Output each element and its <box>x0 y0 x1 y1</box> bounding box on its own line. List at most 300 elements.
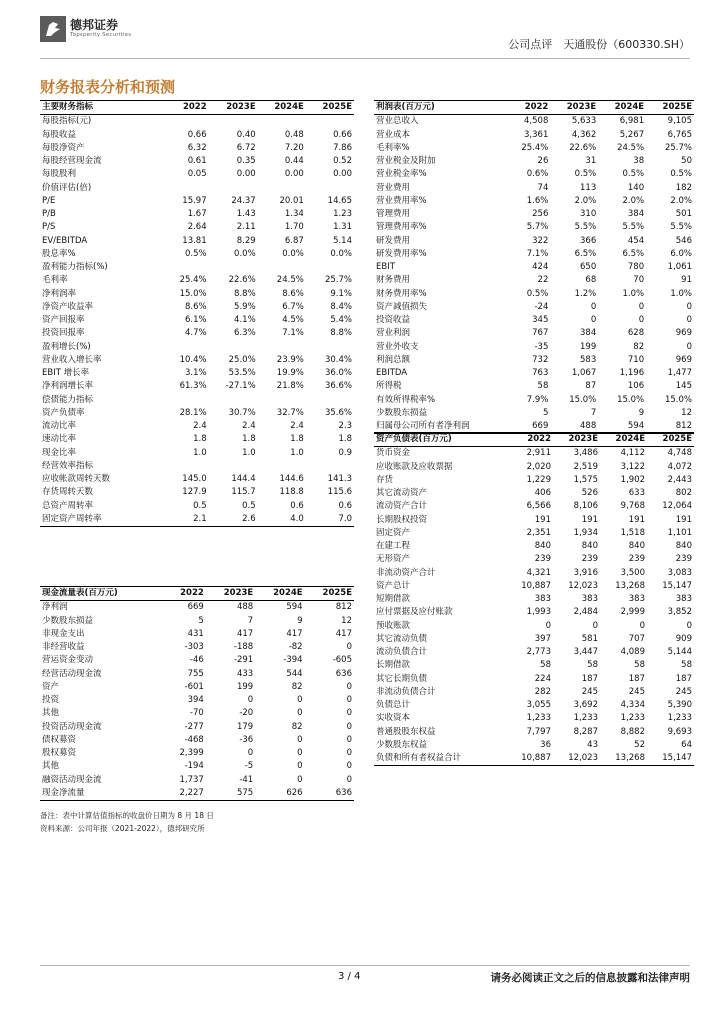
row-value: 24.5% <box>617 142 645 153</box>
row-value: 0.00 <box>284 169 304 180</box>
row-label: 管理费用 <box>376 209 411 220</box>
table-row <box>40 394 354 407</box>
row-value: 8,287 <box>573 726 598 737</box>
row-value: 0.6 <box>290 500 304 511</box>
row-value: 36.0% <box>324 368 352 379</box>
row-label: 流动比率 <box>42 421 77 432</box>
row-label: 股息率% <box>42 248 76 259</box>
note-source: 资料来源：公司年报（2021-2022），德邦研究所 <box>40 824 205 833</box>
table-row <box>40 327 354 340</box>
table-row <box>374 208 694 221</box>
row-value: 1.31 <box>333 222 352 233</box>
table-row <box>374 673 694 686</box>
table-row <box>374 633 694 646</box>
row-value: 5.9% <box>234 301 256 312</box>
row-value: 239 <box>534 554 551 565</box>
table-row <box>40 694 354 707</box>
row-value: 0 <box>346 708 352 719</box>
table-row <box>40 513 354 527</box>
row-value: 68 <box>585 275 597 286</box>
table-row <box>40 500 354 513</box>
row-label: 其它流动资产 <box>376 488 428 499</box>
row-value: 384 <box>580 328 597 339</box>
row-value: 115.6 <box>327 487 352 498</box>
row-value: 245 <box>628 686 645 697</box>
row-value: 0.5 <box>242 500 256 511</box>
row-value: 1,518 <box>620 527 645 538</box>
table-row <box>40 774 354 787</box>
table-row <box>40 707 354 720</box>
row-value: 5.5% <box>670 222 692 233</box>
row-value: 1,233 <box>667 713 692 724</box>
row-value <box>306 341 354 354</box>
row-label: 营业外收支 <box>376 341 419 352</box>
row-value: 6.7% <box>282 301 304 312</box>
row-value <box>209 182 258 195</box>
header-divider <box>40 58 690 59</box>
row-value: 1,993 <box>526 607 551 618</box>
row-value: 118.8 <box>279 487 304 498</box>
table-row <box>40 155 354 168</box>
table-row <box>40 486 354 499</box>
row-value: 140 <box>627 182 645 193</box>
row-value: 802 <box>675 488 692 499</box>
row-value: 1.8 <box>290 434 304 445</box>
table-row <box>40 367 354 380</box>
row-label: 资产 <box>42 681 60 692</box>
row-value: 2,773 <box>526 647 551 658</box>
table-row <box>374 235 694 248</box>
row-value: 1.34 <box>284 209 304 220</box>
row-value: 6,566 <box>526 501 551 512</box>
row-value: 1.0% <box>622 288 645 299</box>
row-value: 8.8% <box>330 328 352 339</box>
row-value: 526 <box>581 488 598 499</box>
row-value: 2,399 <box>179 748 204 759</box>
row-label: 营业收入增长率 <box>42 354 102 365</box>
row-value: 0.5 <box>193 500 207 511</box>
row-value: 8.29 <box>236 235 256 246</box>
row-value: 417 <box>236 628 254 639</box>
row-value: 2.3 <box>338 421 352 432</box>
row-label: 其它流动负债 <box>376 633 428 644</box>
table-row <box>40 235 354 248</box>
row-value: 32.7% <box>276 407 304 418</box>
row-value: 501 <box>675 209 692 220</box>
row-value: 22 <box>537 275 549 286</box>
row-value: 4.7% <box>185 328 207 339</box>
row-value: 0.5% <box>526 288 549 299</box>
section-title: 财务报表分析和预测 <box>40 78 176 96</box>
row-value: 669 <box>532 421 549 432</box>
row-label: P/E <box>42 195 56 206</box>
row-value: 25.7% <box>664 142 692 153</box>
row-value: 840 <box>628 541 645 552</box>
year-header-cell: 2024E <box>274 102 304 113</box>
row-value: 0 <box>346 734 352 745</box>
row-label: 短期借款 <box>376 594 411 605</box>
row-value: 22.6% <box>569 142 597 153</box>
brand-subtitle: Topsperity Securities <box>70 32 132 38</box>
row-label: 资产总计 <box>376 580 411 591</box>
row-value: 1,229 <box>526 474 551 485</box>
row-value: 36 <box>540 739 551 750</box>
table-header-row <box>374 433 694 447</box>
row-value: -24 <box>534 301 549 312</box>
row-value: 52 <box>634 739 645 750</box>
row-value: 5.4% <box>330 315 352 326</box>
footer-divider <box>40 965 690 966</box>
row-value: 2.0% <box>670 195 692 206</box>
year-header-cell: 2022 <box>180 588 204 599</box>
row-value: 2.4 <box>290 421 304 432</box>
row-label: 有效所得税率% <box>376 394 436 405</box>
row-value: 1,067 <box>571 368 597 379</box>
table-row <box>374 195 694 208</box>
row-value: 15.0% <box>664 394 692 405</box>
row-value: 1.8 <box>338 434 352 445</box>
table-row <box>374 129 694 142</box>
row-value: 0.9 <box>338 447 352 458</box>
row-label: 总资产周转率 <box>42 500 94 511</box>
row-value: 12 <box>681 407 692 418</box>
year-header-cell: 2025E <box>322 588 352 599</box>
table-row <box>374 739 694 752</box>
row-value: 0 <box>686 341 692 352</box>
row-value: 36.6% <box>324 381 352 392</box>
table-row <box>374 527 694 540</box>
row-value: -291 <box>233 655 254 666</box>
row-value <box>209 115 258 129</box>
row-value: 1,477 <box>667 368 692 379</box>
row-value: 1.43 <box>236 209 256 220</box>
row-value: 383 <box>534 594 551 605</box>
row-value: 1,101 <box>667 527 692 538</box>
row-value: 15.0% <box>179 288 207 299</box>
row-value: 1.23 <box>333 209 352 220</box>
row-value: 840 <box>534 541 551 552</box>
row-value: 0 <box>247 748 254 759</box>
row-value: 0.6% <box>526 169 549 180</box>
row-value: 1.8 <box>193 434 207 445</box>
row-value: 383 <box>581 594 598 605</box>
row-value: 7 <box>247 615 254 626</box>
row-value: 383 <box>675 594 692 605</box>
row-value: 10,887 <box>521 580 551 591</box>
row-value: 628 <box>627 328 645 339</box>
row-value: 20.01 <box>279 195 304 206</box>
row-value: 2,020 <box>526 461 551 472</box>
row-value: 14.65 <box>327 195 352 206</box>
row-value: 383 <box>628 594 645 605</box>
row-value: 4,334 <box>620 700 645 711</box>
table-row <box>40 460 354 473</box>
balance-sheet-table <box>374 432 694 766</box>
row-value: -394 <box>283 655 303 666</box>
row-value: 0 <box>346 748 352 759</box>
row-value: 755 <box>187 668 204 679</box>
table-row <box>40 168 354 181</box>
row-value: 633 <box>628 488 645 499</box>
row-value: 61.3% <box>179 381 207 392</box>
row-value <box>209 460 258 473</box>
row-value: 0.66 <box>187 129 207 140</box>
row-value: 6.5% <box>574 248 597 259</box>
row-value: 50 <box>681 156 692 167</box>
row-value: -20 <box>239 708 254 719</box>
row-label: 偿债能力指标 <box>42 394 94 405</box>
row-label: 财务费用 <box>376 275 411 286</box>
row-value: 282 <box>534 686 551 697</box>
row-value: 1,233 <box>526 713 551 724</box>
table-row <box>40 274 354 287</box>
row-value: -605 <box>332 655 352 666</box>
row-value <box>209 261 258 274</box>
row-value: 0.5% <box>185 248 207 259</box>
row-value: 25.4% <box>179 275 207 286</box>
row-value: 1,233 <box>620 713 645 724</box>
row-value: 25.4% <box>521 142 549 153</box>
row-value: 2,351 <box>526 527 551 538</box>
table-row <box>374 461 694 474</box>
row-label: 每股股利 <box>42 169 77 180</box>
row-value: 0 <box>297 774 303 785</box>
row-value: 2.4 <box>242 421 256 432</box>
row-value: 1,575 <box>573 474 598 485</box>
row-value: 1,061 <box>667 262 692 273</box>
row-value: 30.4% <box>324 354 352 365</box>
row-value <box>258 261 306 274</box>
row-label: 财务费用率% <box>376 288 427 299</box>
row-value: 6.32 <box>187 142 207 153</box>
table-row <box>374 301 694 314</box>
page-number: 3 / 4 <box>338 971 361 982</box>
row-value: 4.0 <box>290 513 304 524</box>
row-value: 5.14 <box>333 235 352 246</box>
table-row <box>374 221 694 234</box>
row-value: 488 <box>580 421 597 432</box>
row-value <box>258 341 306 354</box>
row-value: 544 <box>286 668 303 679</box>
row-value: 0 <box>592 620 598 631</box>
table-row <box>374 686 694 699</box>
row-value: 12,023 <box>568 580 598 591</box>
row-value: 1,233 <box>573 713 598 724</box>
row-value: 15.0% <box>617 394 645 405</box>
row-value: 3,486 <box>573 448 598 459</box>
row-value: 0.35 <box>236 156 256 167</box>
row-value: 2.0% <box>622 195 645 206</box>
table-row <box>40 747 354 760</box>
table-header-row <box>40 101 354 115</box>
row-value <box>164 460 209 473</box>
table-row <box>40 142 354 155</box>
row-label: 资产负债率 <box>42 407 85 418</box>
table-row <box>40 341 354 354</box>
year-header-cell: 2022 <box>524 102 549 113</box>
row-label: 研发费用 <box>376 235 411 246</box>
row-value: 87 <box>585 381 597 392</box>
row-value <box>164 341 209 354</box>
table-row <box>40 115 354 129</box>
row-value: 2,999 <box>620 607 645 618</box>
row-label: 速动比率 <box>42 434 77 445</box>
row-value: 4,112 <box>620 448 645 459</box>
table-row <box>374 261 694 274</box>
row-value: 0 <box>346 774 352 785</box>
year-header-cell: 2024E <box>615 434 645 445</box>
row-value: 0 <box>346 642 352 653</box>
row-value: 763 <box>532 368 549 379</box>
row-value: 310 <box>580 209 597 220</box>
row-value: 13,268 <box>615 580 645 591</box>
row-value: 9.1% <box>330 288 352 299</box>
row-value: 31 <box>585 156 597 167</box>
row-value: 7.20 <box>284 142 304 153</box>
year-header-cell: 2023E <box>226 102 256 113</box>
row-value: 546 <box>675 235 692 246</box>
row-label: EBIT 增长率 <box>42 368 90 379</box>
row-value: -194 <box>184 761 204 772</box>
table-row <box>374 487 694 500</box>
table-header-row <box>374 101 694 115</box>
table-row <box>374 394 694 407</box>
table-row <box>40 615 354 628</box>
row-value: 1.0% <box>670 288 692 299</box>
row-value <box>306 115 354 129</box>
report-info: 公司点评 天通股份（600330.SH） <box>508 38 690 51</box>
row-label: 资产回报率 <box>42 315 85 326</box>
row-value: 182 <box>675 182 692 193</box>
row-value: 1.67 <box>187 209 207 220</box>
row-value: 3,692 <box>573 700 598 711</box>
table-row <box>374 447 694 461</box>
row-value: 58 <box>537 381 549 392</box>
row-value: 8,882 <box>620 726 645 737</box>
row-value: 780 <box>627 262 645 273</box>
table-row <box>374 712 694 725</box>
table-row <box>40 221 354 234</box>
row-label: 非流动资产合计 <box>376 567 436 578</box>
row-value: 187 <box>581 673 598 684</box>
row-value <box>258 460 306 473</box>
row-label: 经营活动现金流 <box>42 668 102 679</box>
row-value: 4,072 <box>667 461 692 472</box>
row-value: 6.3% <box>234 328 256 339</box>
row-label: 投资收益 <box>376 315 411 326</box>
row-value: -46 <box>189 655 204 666</box>
table-row <box>374 500 694 513</box>
row-value: 2,443 <box>667 474 692 485</box>
row-value: 4,508 <box>524 116 549 127</box>
table-row <box>374 514 694 527</box>
row-value: 35.6% <box>324 407 352 418</box>
row-value: 2,519 <box>573 461 598 472</box>
row-value: 13.81 <box>182 235 207 246</box>
year-header-cell: 2022 <box>527 434 551 445</box>
row-value: 1.0 <box>242 447 256 458</box>
row-label: 营业税金及附加 <box>376 156 436 167</box>
row-value: 191 <box>534 514 551 525</box>
row-value: 1,934 <box>573 527 598 538</box>
row-value: 0 <box>590 301 597 312</box>
row-value: 840 <box>581 541 598 552</box>
table-row <box>374 341 694 354</box>
row-label: 非现金支出 <box>42 628 85 639</box>
table-row <box>40 433 354 446</box>
row-label: 每股净资产 <box>42 142 85 153</box>
row-value: 106 <box>627 381 645 392</box>
table-title-cell: 资产负债表(百万元) <box>376 434 452 445</box>
brand-name: 德邦证券 <box>70 18 119 32</box>
row-label: 营业利润 <box>376 328 411 339</box>
row-label: 预收账款 <box>376 620 411 631</box>
row-value: 113 <box>580 182 597 193</box>
row-value: 1,196 <box>619 368 645 379</box>
row-label: 债权募资 <box>42 734 77 745</box>
row-label: 归属母公司所有者净利润 <box>376 421 470 432</box>
row-value: -277 <box>184 721 204 732</box>
row-value: 24.5% <box>276 275 304 286</box>
row-label: 股权募资 <box>42 748 77 759</box>
row-value: 0 <box>297 695 303 706</box>
row-value <box>164 115 209 129</box>
row-value: 636 <box>335 668 352 679</box>
table-row <box>40 641 354 654</box>
row-value: 431 <box>187 628 204 639</box>
table-row <box>40 288 354 301</box>
disclaimer-text: 请务必阅读正文之后的信息披露和法律声明 <box>490 972 690 984</box>
row-value: 30.7% <box>228 407 256 418</box>
row-value: 58 <box>587 660 598 671</box>
row-value: 0 <box>638 315 645 326</box>
row-value: 58 <box>681 660 692 671</box>
year-header-cell: 2023E <box>566 102 597 113</box>
row-value: 1.0 <box>290 447 304 458</box>
row-value: 969 <box>675 328 692 339</box>
row-label: 少数股东损益 <box>42 615 94 626</box>
row-value: 70 <box>633 275 645 286</box>
row-value: 0 <box>686 301 692 312</box>
row-label: 每股经营现金流 <box>42 156 102 167</box>
row-value: 488 <box>236 602 254 613</box>
row-label: 长期借款 <box>376 660 411 671</box>
table-row <box>40 129 354 142</box>
row-value: 0 <box>247 695 254 706</box>
row-value: 0 <box>297 708 303 719</box>
row-value: 3,447 <box>573 647 598 658</box>
row-label: 普通股股东权益 <box>376 726 436 737</box>
row-value: 6.0% <box>670 248 692 259</box>
row-value: 6.5% <box>622 248 645 259</box>
row-value: 64 <box>681 739 692 750</box>
row-value: 191 <box>628 514 645 525</box>
row-value: 2.0% <box>574 195 597 206</box>
row-value: 5 <box>542 407 549 418</box>
row-value: 239 <box>675 554 692 565</box>
row-value: 5,267 <box>619 129 645 140</box>
row-value: 6.72 <box>236 142 256 153</box>
row-value: 0.0% <box>330 248 352 259</box>
row-value: 144.4 <box>231 474 256 485</box>
row-value: 8.6% <box>185 301 207 312</box>
row-value <box>164 261 209 274</box>
row-value: 2.11 <box>236 222 256 233</box>
row-value: 1.6% <box>526 195 549 206</box>
table-row <box>374 646 694 659</box>
table-title-cell: 利润表(百万元) <box>376 102 435 113</box>
table-row <box>374 380 694 393</box>
